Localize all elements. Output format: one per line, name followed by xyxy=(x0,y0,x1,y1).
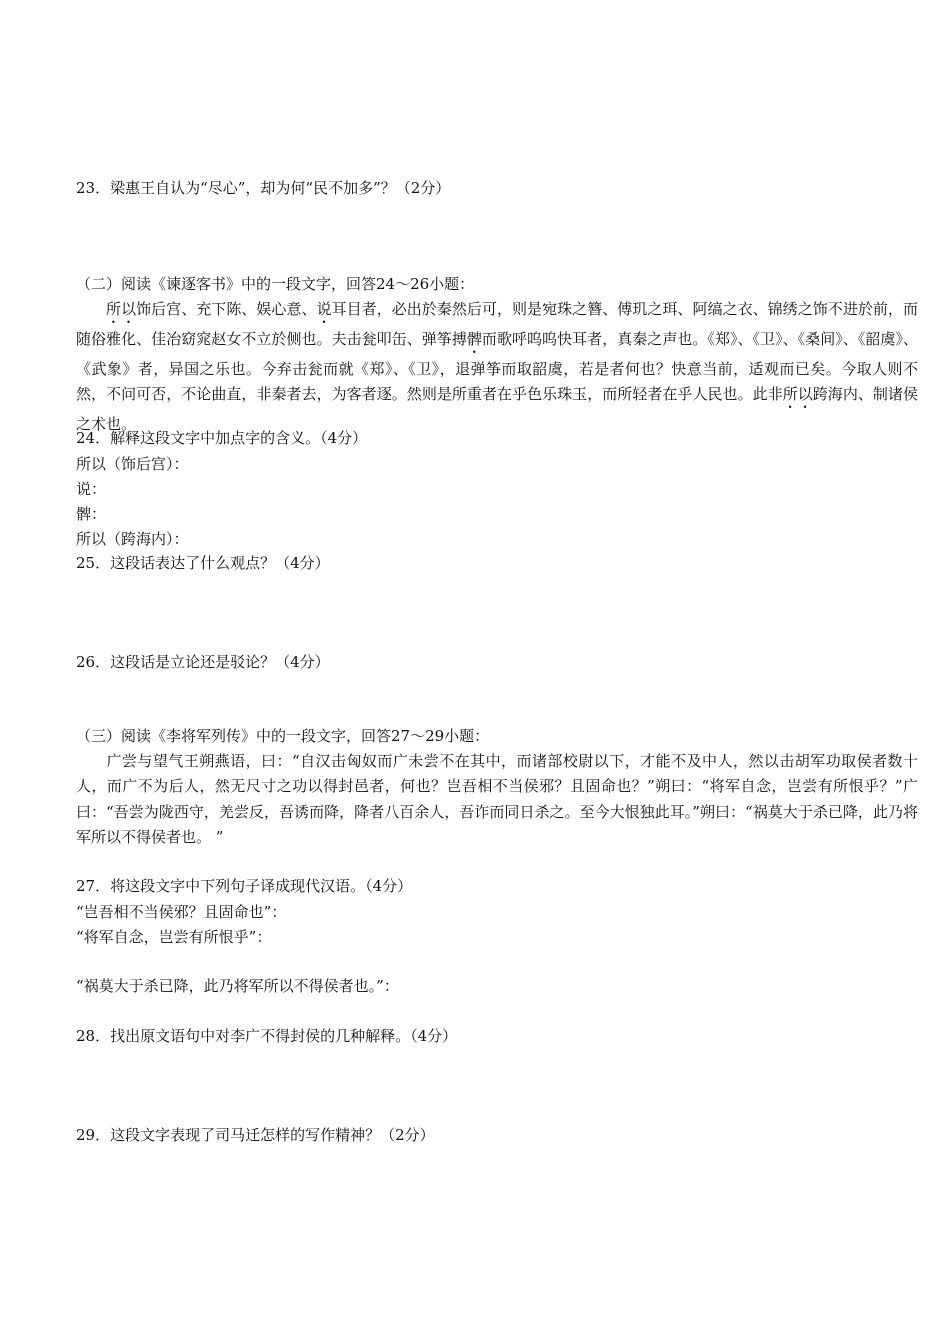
question-26: 26．这段话是立论还是驳论？（4分） xyxy=(76,653,330,671)
answer-line-24-3: 髀： xyxy=(76,505,107,523)
question-24: 24．解释这段文字中加点字的含义。（4分） xyxy=(76,429,368,447)
passage-segment: 耳目者，必出於秦然后可，则是宛珠之簪、傅玑之珥、阿缟之衣、锦绣之饰不进於前，而随俗雅化、佳冶窈窕赵女不立於侧也。夫击瓮叩缶、弹筝搏 xyxy=(76,300,918,348)
question-25: 25．这段话表达了什么观点？（4分） xyxy=(76,554,330,572)
answer-line-27-3: “祸莫大于杀已降，此乃将军所以不得侯者也。”： xyxy=(76,977,399,995)
question-27: 27．将这段文字中下列句子译成现代汉语。（4分） xyxy=(76,877,413,895)
dotted-term: 所以 xyxy=(782,385,813,404)
dotted-term: 说 xyxy=(316,300,332,318)
answer-line-24-1: 所以（饰后宫）： xyxy=(76,455,189,473)
section-2-heading: （二）阅读《谏逐客书》中的一段文字，回答24～26小题： xyxy=(76,275,475,293)
passage-text: 广尝与望气王朔燕语，曰：“自汉击匈奴而广未尝不在其中，而诸部校尉以下，才能不及中人，然以击胡军功取侯者数十人，而广不为后人，然无尺寸之功以得封邑者，何也？岂吾相不当侯邪？且固命也？”朔曰：“将军自念，岂尝有所恨乎？”广曰：“吾尝为陇西守，羌尝反，吾诱而降，降者八百余人，吾诈而同日杀之。至今大恨独此耳。”朔曰：“祸莫大于杀已降，此乃将军所以不得侯者也。 ” xyxy=(76,752,918,847)
answer-line-24-4: 所以（跨海内）： xyxy=(76,530,189,548)
question-29: 29．这段文字表现了司马迁怎样的写作精神？（2分） xyxy=(76,1126,435,1144)
dotted-term: 髀 xyxy=(466,330,482,348)
section-3-passage xyxy=(76,749,918,851)
passage-segment: 而歌呼呜呜快耳者，真秦之声也。《郑》、《卫》、《桑间》、《韶虞》、《武象》者，异国之乐也。今弃击瓮而就《郑》、《卫》，退弹筝而取韶虞，若是者何也？快意当前，适观而已矣。今取人则不然，不问可否，不论曲直，非秦者去，为客者逐。然则是所重者在乎色乐珠玉，而所轻者在乎人民也。此非 xyxy=(76,330,918,404)
question-23: 23．梁惠王自认为“尽心”，却为何“民不加多”？（2分） xyxy=(76,179,451,197)
answer-line-24-2: 说： xyxy=(76,480,107,498)
answer-line-27-2: “将军自念，岂尝有所恨乎”： xyxy=(76,928,272,946)
answer-line-27-1: “岂吾相不当侯邪？且固命也”： xyxy=(76,903,287,921)
passage-segment: 跨海内、制诸侯之术也。 xyxy=(76,385,918,434)
section-3-heading: （三）阅读《李将军列传》中的一段文字，回答27～29小题： xyxy=(76,727,490,745)
passage-segment: 饰后宫、充下陈、娱心意、 xyxy=(136,300,317,318)
section-2-passage xyxy=(76,297,918,438)
dotted-term: 所以 xyxy=(106,300,137,318)
question-28: 28．找出原文语句中对李广不得封侯的几种解释。（4分） xyxy=(76,1027,458,1045)
